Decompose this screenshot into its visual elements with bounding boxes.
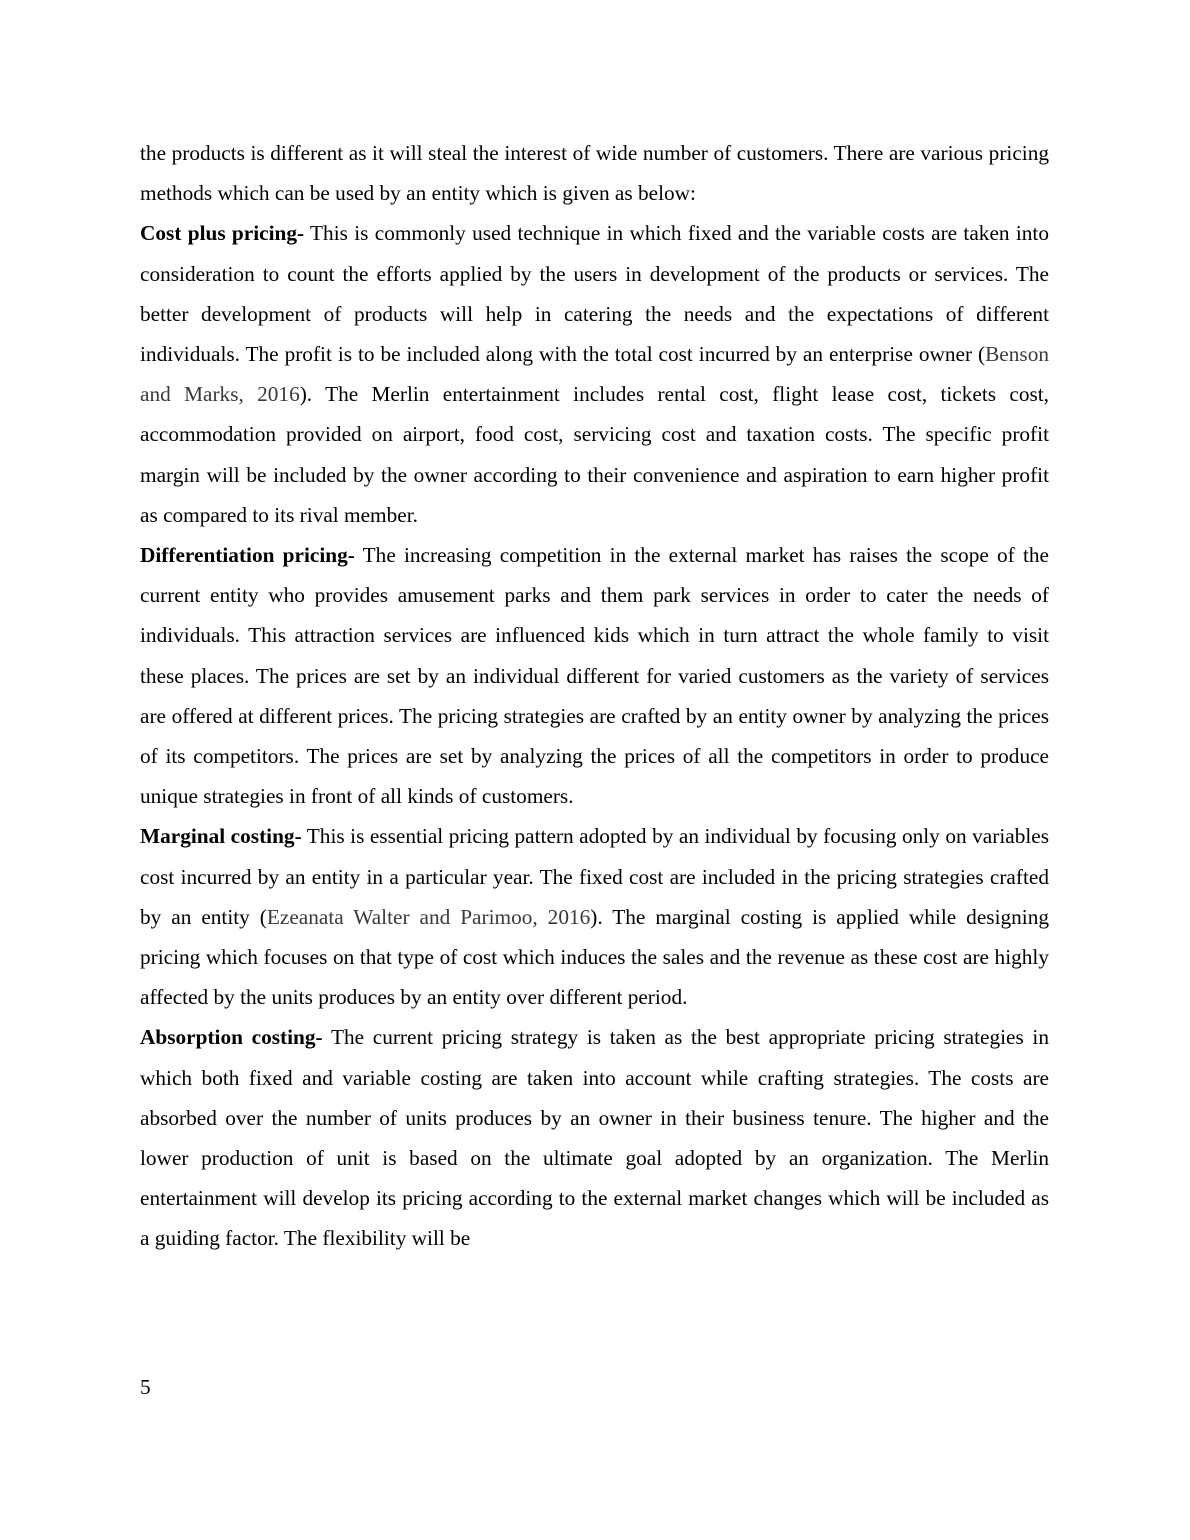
document-body [140, 133, 1049, 1259]
absorption-costing-heading: Absorption costing- [140, 1025, 323, 1050]
citation-ezeanata-walter-parimoo: Ezeanata Walter and Parimoo, 2016 [266, 904, 591, 929]
marginal-costing-text: This is essential pricing pattern adopted by an individual by focusing only on variables cost incurred by an entity in a particular year. The fixed cost are included in the pricing strategies crafted by an entity ( [140, 824, 1050, 929]
marginal-costing-heading: Marginal costing- [140, 824, 302, 849]
intro-paragraph [140, 133, 1049, 213]
differentiation-pricing-text: The increasing competition in the external market has raises the scope of the current entity who provides amusement parks and them park services in order to cater the needs of individuals. This attraction services are influenced kids which in turn attract the whole family to visit these places. The prices are set by an individual different for varied customers as the variety of services are offered at different prices. The pricing strategies are crafted by an entity owner by analyzing the prices of its competitors. The prices are set by analyzing the prices of all the competitors in order to produce unique strategies in front of all kinds of customers. [140, 543, 1049, 809]
differentiation-pricing-heading: Differentiation pricing- [140, 543, 355, 568]
differentiation-pricing-paragraph [140, 535, 1049, 816]
cost-plus-pricing-text: This is commonly used technique in which fixed and the variable costs are taken into consideration to count the efforts applied by the users in development of the products or services. The better development of products will help in catering the needs and the expectations of different individuals. The profit is to be included along with the total cost incurred by an enterprise owner ( [140, 221, 1049, 367]
absorption-costing-paragraph [140, 1017, 1049, 1258]
cost-plus-pricing-paragraph [140, 213, 1049, 535]
intro-text: the products is different as it will steal the interest of wide number of customers. There are various pricing methods which can be used by an entity which is given as below: [140, 141, 1049, 206]
citation-benson-marks: Benson and Marks, 2016 [140, 342, 1049, 407]
marginal-costing-paragraph [140, 816, 1049, 1017]
marginal-costing-text-continued: ). The marginal costing is applied while designing pricing which focuses on that type of cost which induces the sales and the revenue as these cost are highly affected by the units produces by an entity over different period. [140, 904, 1050, 1010]
page-number: 5 [140, 1375, 151, 1399]
cost-plus-pricing-text-continued: ). The Merlin entertainment includes rental cost, flight lease cost, tickets cost, accommodation provided on airport, food cost, servicing cost and taxation costs. The specific profit margin will be included by the owner according to their convenience and aspiration to earn higher profit as compared to its rival member. [140, 382, 1050, 527]
cost-plus-pricing-heading: Cost plus pricing- [140, 221, 305, 246]
absorption-costing-text: The current pricing strategy is taken as the best appropriate pricing strategies in which both fixed and variable costing are taken into account while crafting strategies. The costs are absorbed over the number of units produces by an owner in their business tenure. The higher and the lower production of unit is based on the ultimate goal adopted by an organization. The Merlin entertainment will develop its pricing according to the external market changes which will be included as a guiding factor. The flexibility will be [140, 1025, 1049, 1251]
